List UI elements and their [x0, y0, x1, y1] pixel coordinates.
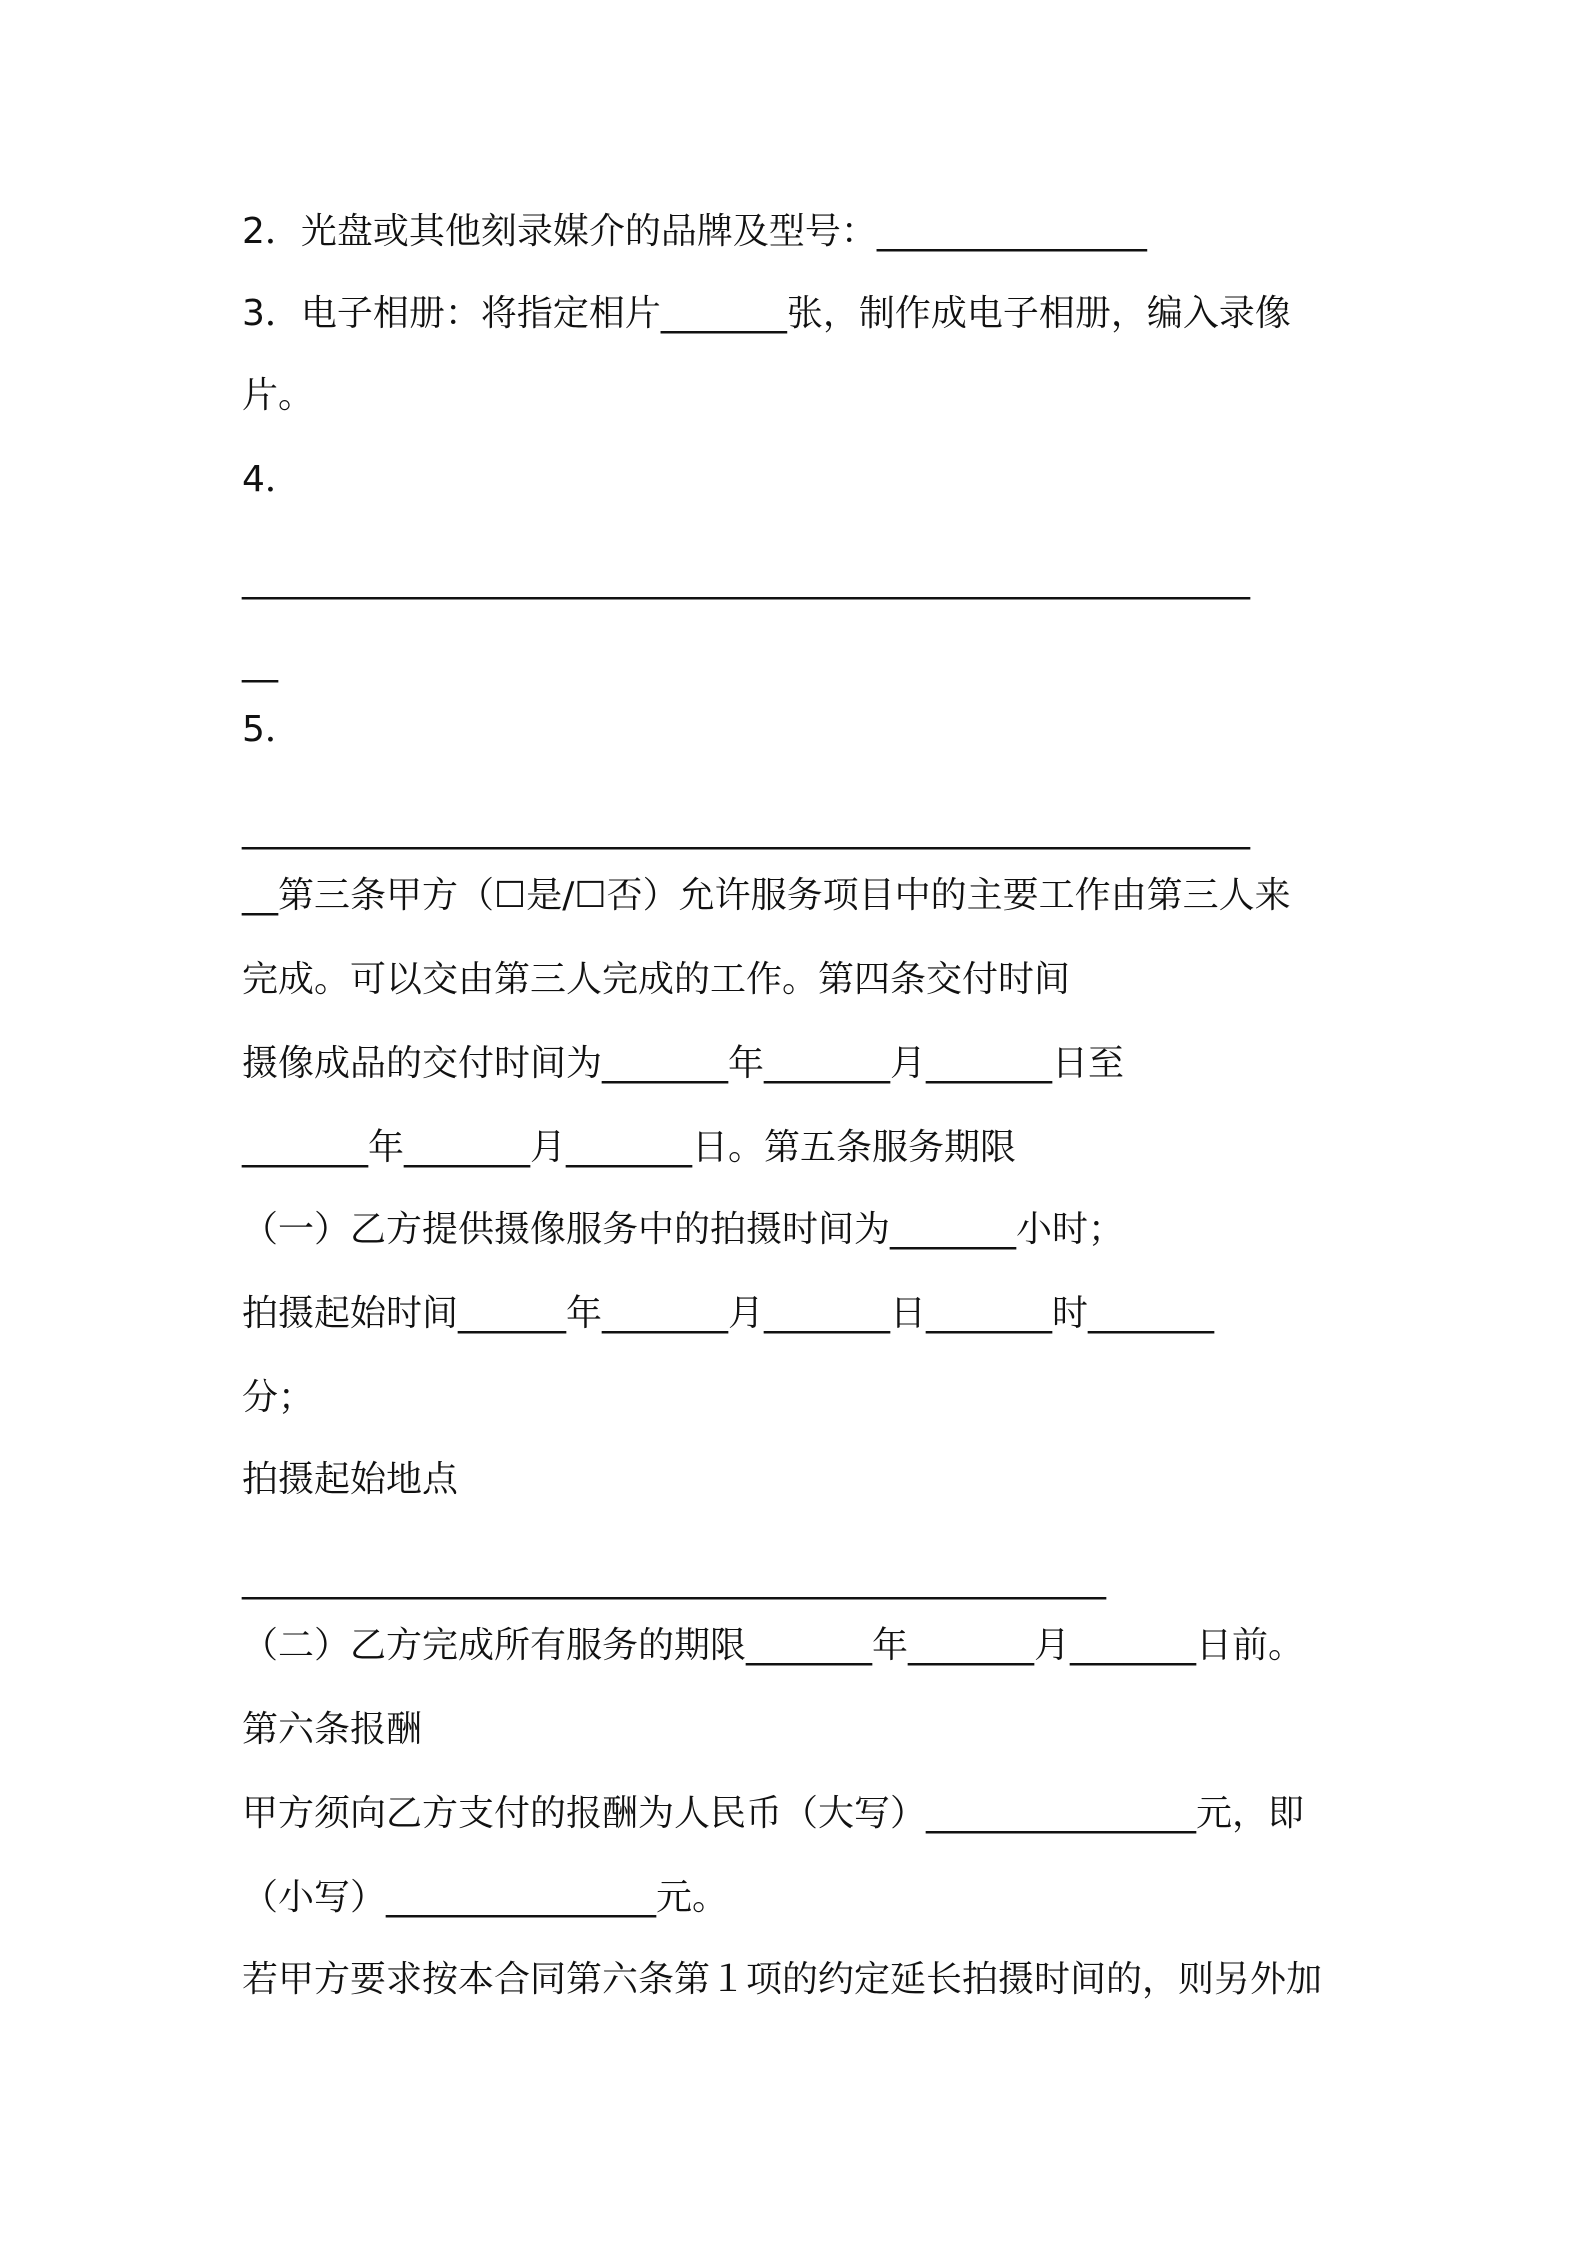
text-line-payment-upper: 甲方须向乙方支付的报酬为人民币（大写）_______________元，即	[242, 1793, 1305, 1834]
text-line-item-2: 2．光盘或其他刻录媒介的品牌及型号：_______________	[242, 211, 1147, 252]
text-line-shoot-start: 拍摄起始时间______年_______月_______日_______时_______	[242, 1293, 1215, 1334]
text-line-item-4: 4．	[242, 459, 301, 500]
text-line-article-6: 第六条报酬	[242, 1709, 423, 1750]
text-line-article-3: __第三条甲方（☐是/☐否）允许服务项目中的主要工作由第三人来	[242, 875, 1291, 916]
blank-line-shoot-place: ________________________________________________	[242, 1559, 1106, 1600]
text-line-service-deadline: （二）乙方完成所有服务的期限_______年_______月_______日前。	[242, 1625, 1305, 1666]
text-line-item-3: 3．电子相册：将指定相片_______张，制作成电子相册，编入录像	[242, 293, 1291, 334]
text-line-shoot-hours: （一）乙方提供摄像服务中的拍摄时间为_______小时；	[242, 1209, 1125, 1250]
text-line-delivery-end: _______年_______月_______日。第五条服务期限	[242, 1127, 1017, 1168]
blank-line-item-4-cont: __	[242, 642, 278, 683]
blank-line-item-5: ________________________________________________________	[242, 809, 1250, 850]
text-line-item-5: 5．	[242, 709, 301, 750]
blank-line-item-4: ________________________________________________________	[242, 559, 1250, 600]
text-line-item-3-cont: 片。	[242, 375, 315, 416]
text-line-shoot-place: 拍摄起始地点	[242, 1459, 459, 1500]
text-line-shoot-start-cont: 分；	[242, 1377, 315, 1418]
text-line-payment-lower: （小写）_______________元。	[242, 1877, 729, 1918]
text-line-article-3-cont: 完成。可以交由第三人完成的工作。第四条交付时间	[242, 959, 1071, 1000]
text-line-delivery-time: 摄像成品的交付时间为_______年_______月_______日至	[242, 1043, 1125, 1084]
text-line-extension: 若甲方要求按本合同第六条第１项的约定延长拍摄时间的，则另外加	[242, 1959, 1323, 2000]
